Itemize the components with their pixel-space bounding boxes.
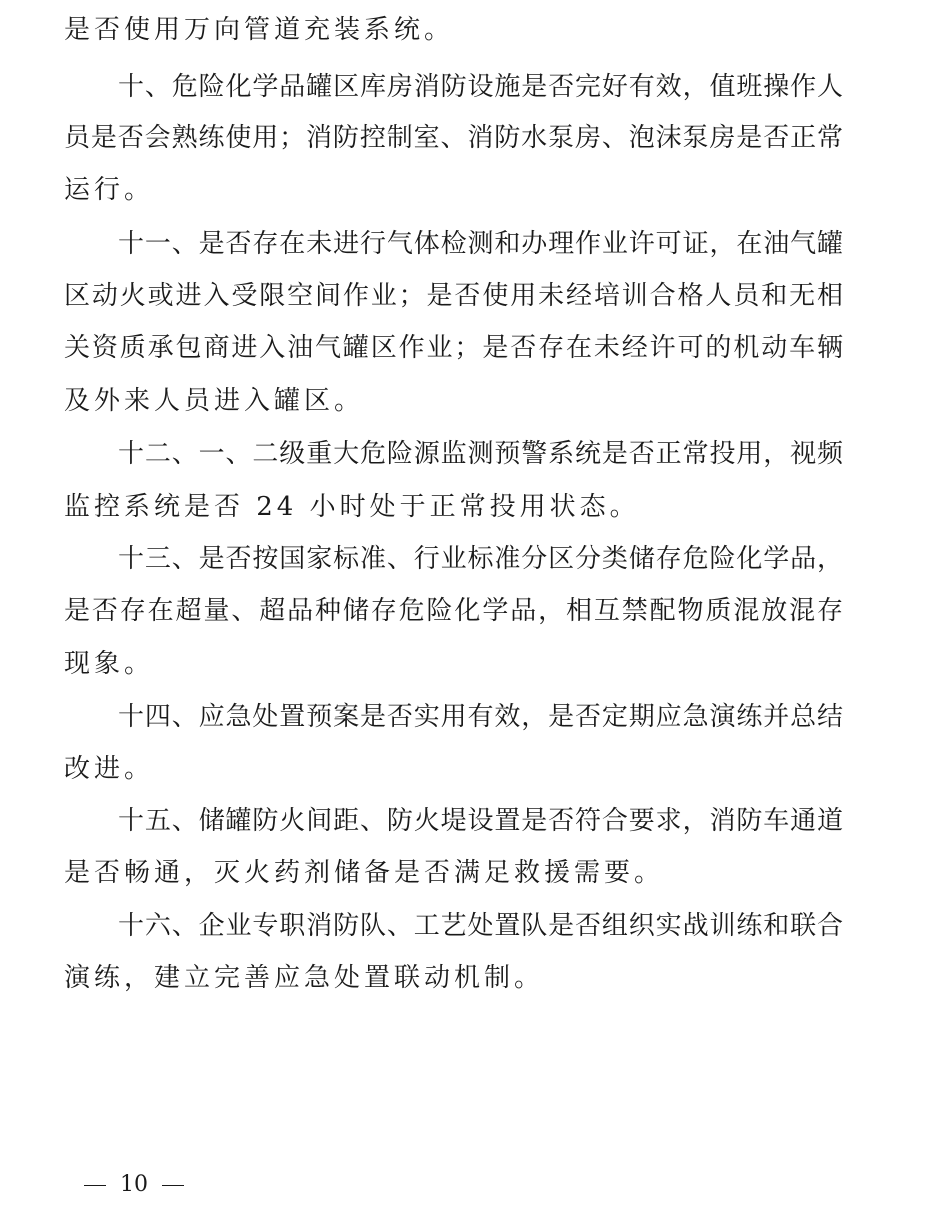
line-text: 关资质承包商进入油气罐区作业；是否存在未经许可的机动车辆 [64,333,845,363]
line-text: 十三、是否按国家标准、行业标准分区分类储存危险化学品， [118,544,844,574]
page-number: 10 [120,1172,148,1197]
line-text: 是否使用万向管道充装系统。 [64,15,455,45]
line-text: 演练，建立完善应急处置联动机制。 [64,963,545,993]
line-text: 十四、应急处置预案是否实用有效，是否定期应急演练并总结 [118,702,844,732]
paragraph-line [0,539,933,579]
paragraph-line [0,853,933,893]
paragraph-line [0,276,933,316]
line-text: 十二、一、二级重大危险源监测预警系统是否正常投用，视频 [118,439,844,469]
paragraph-line [0,10,933,50]
paragraph-line [0,67,933,107]
page-footer [84,1170,184,1200]
paragraph-line [0,118,933,158]
line-text: 是否畅通，灭火药剂储备是否满足救援需要。 [64,858,665,888]
paragraph-line [0,170,933,210]
paragraph-line [0,224,933,264]
line-text: 十六、企业专职消防队、工艺处置队是否组织实战训练和联合 [118,911,844,941]
line-text: 十五、储罐防火间距、防火堤设置是否符合要求，消防车通道 [118,806,844,836]
footer-dash-right [162,1185,184,1186]
paragraph-line [0,906,933,946]
paragraph-line [0,381,933,421]
paragraph-line [0,644,933,684]
line-text: 运行。 [64,175,155,205]
line-text: 区动火或进入受限空间作业；是否使用未经培训合格人员和无相 [64,281,845,311]
line-text: 改进。 [64,754,155,784]
paragraph-line [0,328,933,368]
paragraph-line [0,749,933,789]
line-text: 十、危险化学品罐区库房消防设施是否完好有效，值班操作人 [118,72,844,102]
paragraph-line [0,801,933,841]
paragraph-line [0,697,933,737]
line-text: 员是否会熟练使用；消防控制室、消防水泵房、泡沫泵房是否正常 [64,123,844,153]
paragraph-line [0,591,933,631]
paragraph-line [0,958,933,998]
line-text: 十一、是否存在未进行气体检测和办理作业许可证，在油气罐 [118,229,844,259]
line-text: 及外来人员进入罐区。 [64,386,365,416]
footer-dash-left [84,1185,106,1186]
line-text: 监控系统是否 24 小时处于正常投用状态。 [64,492,640,522]
paragraph-line [0,434,933,474]
line-text: 是否存在超量、超品种储存危险化学品，相互禁配物质混放混存 [64,596,845,626]
paragraph-line [0,487,933,527]
line-text: 现象。 [64,649,155,679]
